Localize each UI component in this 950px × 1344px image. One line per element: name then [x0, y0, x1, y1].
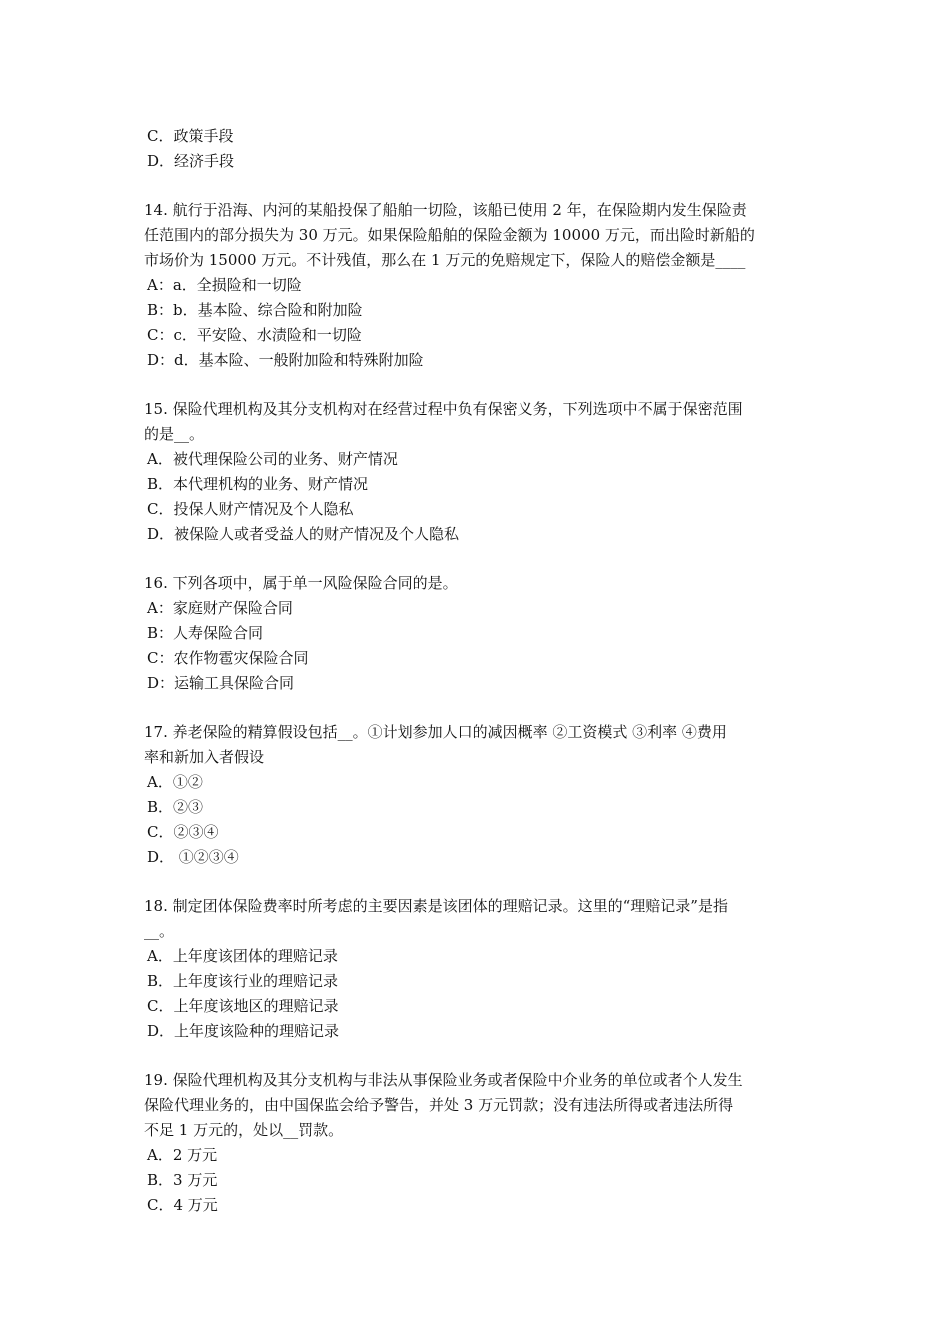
option-line: A．上年度该团体的理赔记录: [147, 947, 338, 965]
question-text-line: 18. 制定团体保险费率时所考虑的主要因素是该团体的理赔记录。这里的“理赔记录”是指: [144, 897, 728, 915]
question-text-line: __。: [144, 922, 175, 940]
option-line: D． ①②③④: [147, 848, 239, 866]
leading-options: [144, 124, 808, 174]
option-line: A．2 万元: [147, 1146, 218, 1164]
option-line: C．政策手段: [147, 127, 234, 145]
option-line: B：b．基本险、综合险和附加险: [147, 301, 363, 319]
option-line: C．投保人财产情况及个人隐私: [147, 500, 354, 518]
question-text-line: 任范围内的部分损失为 30 万元。如果保险船舶的保险金额为 10000 万元，而出险时新船的: [144, 226, 755, 244]
question-text-line: 率和新加入者假设: [144, 748, 265, 766]
question-text-line: 15. 保险代理机构及其分支机构对在经营过程中负有保密义务，下列选项中不属于保密范围: [144, 400, 743, 418]
option-line: B．本代理机构的业务、财产情况: [147, 475, 369, 493]
option-line: A：a．全损险和一切险: [147, 276, 302, 294]
question-15: [144, 397, 808, 547]
question-text-line: 不足 1 万元的，处以__罚款。: [144, 1121, 344, 1139]
option-line: A：家庭财产保险合同: [147, 599, 293, 617]
option-line: B：人寿保险合同: [147, 624, 264, 642]
question-16: [144, 571, 808, 696]
document-page: [144, 124, 808, 1218]
option-line: D．上年度该险种的理赔记录: [147, 1022, 340, 1040]
option-line: C：c．平安险、水渍险和一切险: [147, 326, 362, 344]
question-17: [144, 720, 808, 870]
option-line: D：运输工具保险合同: [147, 674, 295, 692]
option-line: D．经济手段: [147, 152, 235, 170]
option-line: D：d．基本险、一般附加险和特殊附加险: [147, 351, 424, 369]
option-line: C．4 万元: [147, 1196, 218, 1214]
option-line: B．上年度该行业的理赔记录: [147, 972, 339, 990]
question-text-line: 19. 保险代理机构及其分支机构与非法从事保险业务或者保险中介业务的单位或者个人发生: [144, 1071, 743, 1089]
question-14: [144, 198, 808, 373]
option-line: C．上年度该地区的理赔记录: [147, 997, 339, 1015]
option-line: D．被保险人或者受益人的财产情况及个人隐私: [147, 525, 460, 543]
option-line: C：农作物雹灾保险合同: [147, 649, 309, 667]
option-line: A．被代理保险公司的业务、财产情况: [147, 450, 398, 468]
option-line: B．②③: [147, 798, 204, 816]
option-line: C．②③④: [147, 823, 219, 841]
question-19: [144, 1068, 808, 1218]
question-text-line: 市场价为 15000 万元。不计残值，那么在 1 万元的免赔规定下，保险人的赔偿金额是____: [144, 251, 746, 269]
question-text-line: 17. 养老保险的精算假设包括__。①计划参加人口的减因概率 ②工资模式 ③利率 ④费用: [144, 723, 727, 741]
question-18: [144, 894, 808, 1044]
option-line: B．3 万元: [147, 1171, 218, 1189]
question-text-line: 的是__。: [144, 425, 205, 443]
question-text-line: 16. 下列各项中，属于单一风险保险合同的是。: [144, 574, 458, 592]
question-text-line: 14. 航行于沿海、内河的某船投保了船舶一切险，该船已使用 2 年，在保险期内发生保险责: [144, 201, 747, 219]
question-text-line: 保险代理业务的，由中国保监会给予警告，并处 3 万元罚款；没有违法所得或者违法所得: [144, 1096, 734, 1114]
option-line: A．①②: [147, 773, 203, 791]
